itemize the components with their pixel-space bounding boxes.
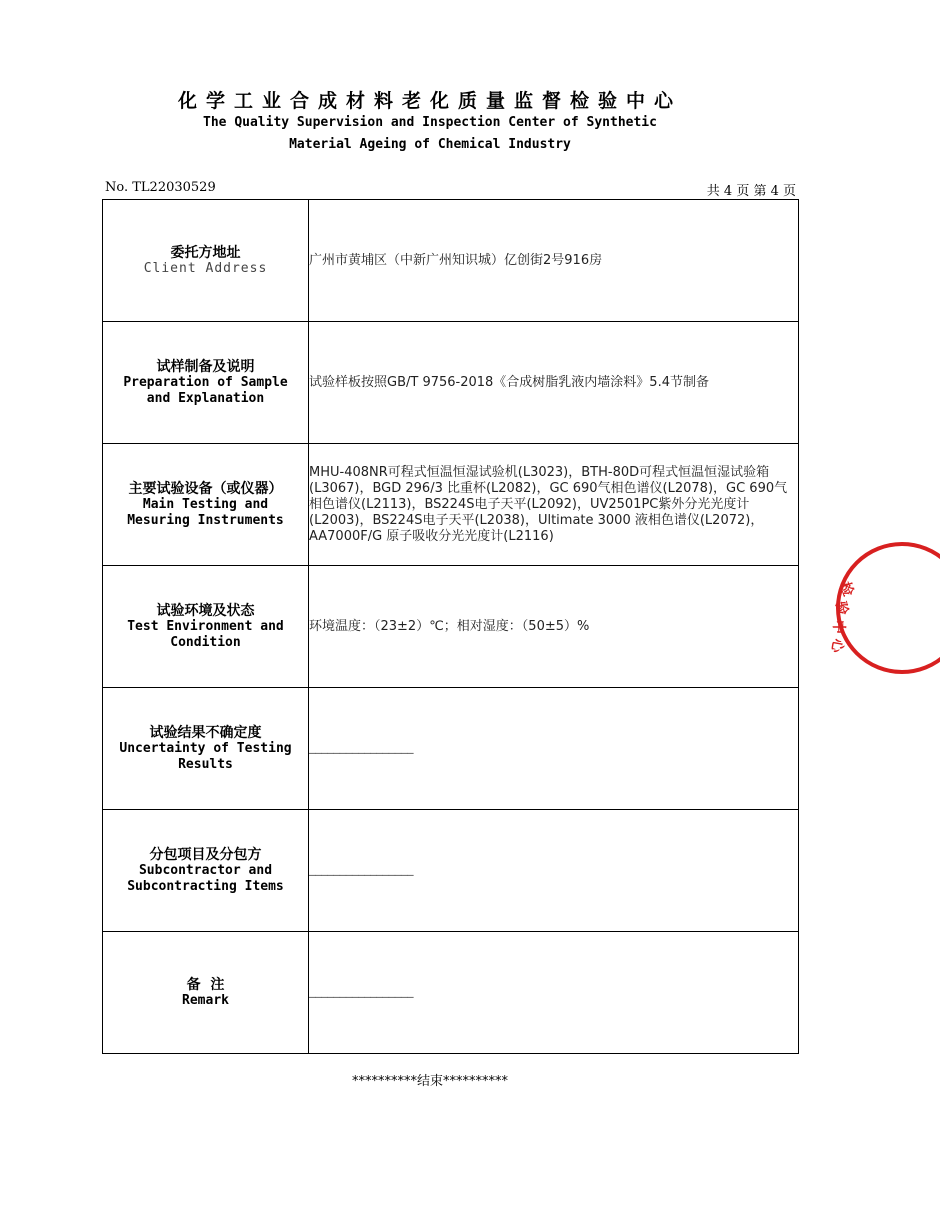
center-title-cn: 化学工业合成材料老化质量监督检验中心 [177, 90, 682, 112]
label-instruments-en-1: Main Testing and [142, 496, 269, 512]
label-subcontractor-cn: 分包项目及分包方 [149, 846, 262, 863]
center-title-en-line2: Material Ageing of Chemical Industry [289, 137, 571, 152]
report-info-table [102, 199, 799, 1054]
label-instruments-en-2: Mesuring Instruments [127, 512, 284, 528]
remark-value: ————————————————— [309, 989, 414, 1003]
label-uncertainty-en-1: Uncertainty of Testing [119, 740, 292, 756]
label-sample-preparation-cn: 试样制备及说明 [156, 358, 255, 375]
label-cell [103, 810, 309, 932]
svg-text:检: 检 [836, 579, 857, 599]
label-client-address-cn: 委托方地址 [170, 244, 241, 261]
value-cell [309, 322, 799, 444]
seal-ring [838, 544, 940, 672]
table-row-sample-preparation [103, 322, 799, 444]
label-uncertainty-cn: 试验结果不确定度 [149, 724, 262, 741]
seal-text [827, 580, 857, 655]
value-cell [309, 688, 799, 810]
label-cell [103, 566, 309, 688]
label-sample-preparation-en-2: and Explanation [146, 390, 265, 406]
label-subcontractor-en-2: Subcontracting Items [127, 878, 284, 894]
svg-text:验: 验 [832, 599, 851, 617]
label-remark-cn: 备 注 [186, 976, 225, 993]
report-number: No. TL22030529 [105, 180, 216, 195]
sample-preparation-value: 试验样板按照GB/T 9756-2018《合成树脂乳液内墙涂料》5.4节制备 [309, 374, 709, 390]
label-environment-en-2: Condition [170, 634, 241, 650]
label-sample-preparation-en-1: Preparation of Sample [123, 374, 288, 390]
client-address-value: 广州市黄埔区（中新广州知识城）亿创街2号916房 [309, 252, 603, 268]
label-cell [103, 688, 309, 810]
label-environment-cn: 试验环境及状态 [156, 602, 255, 619]
instruments-value: MHU-408NR可程式恒温恒湿试验机(L3023)，BTH-80D可程式恒温恒湿试验箱(L3067)，BGD 296/3 比重杯(L2082)，GC 690气相色谱仪(L2078)，GC 690气相色谱仪(L2113)，BS224S电子天平(L2092)，UV2501PC紫外分光光度计(L2003)，BS224S电子天平(L2038)，Ultimate 3000 液相色谱仪(L2072)，AA7000F/G 原子吸收分光光度计(L2116) [309, 464, 788, 544]
label-instruments-cn: 主要试验设备（或仪器） [128, 480, 283, 497]
table-row-remark [103, 932, 799, 1054]
label-cell [103, 322, 309, 444]
subcontractor-value: ————————————————— [309, 867, 414, 881]
label-cell [103, 444, 309, 566]
page-info: 共 4 页 第 4 页 [706, 184, 796, 199]
value-cell [309, 566, 799, 688]
end-of-report-mark: **********结束********** [351, 1074, 508, 1089]
label-subcontractor-en-1: Subcontractor and [138, 862, 273, 878]
environment-value: 环境温度：（23±2）℃；相对湿度：（50±5）% [309, 618, 590, 634]
official-seal-stamp-icon [827, 538, 940, 678]
uncertainty-value: ————————————————— [309, 745, 414, 759]
value-cell [309, 444, 799, 566]
value-cell [309, 200, 799, 322]
svg-text:中: 中 [830, 620, 846, 634]
value-cell [309, 932, 799, 1054]
label-cell [103, 932, 309, 1054]
label-uncertainty-en-2: Results [178, 756, 233, 772]
svg-text:心: 心 [827, 637, 846, 654]
table-row-instruments [103, 444, 799, 566]
table-row-subcontractor [103, 810, 799, 932]
table-row-environment [103, 566, 799, 688]
value-cell [309, 810, 799, 932]
label-client-address-en: Client Address [143, 260, 268, 276]
table-row-client-address [103, 200, 799, 322]
center-title-en-line1: The Quality Supervision and Inspection Center of Synthetic [203, 115, 657, 130]
label-cell [103, 200, 309, 322]
label-remark-en: Remark [182, 992, 229, 1008]
label-environment-en-1: Test Environment and [127, 618, 284, 634]
table-row-uncertainty [103, 688, 799, 810]
